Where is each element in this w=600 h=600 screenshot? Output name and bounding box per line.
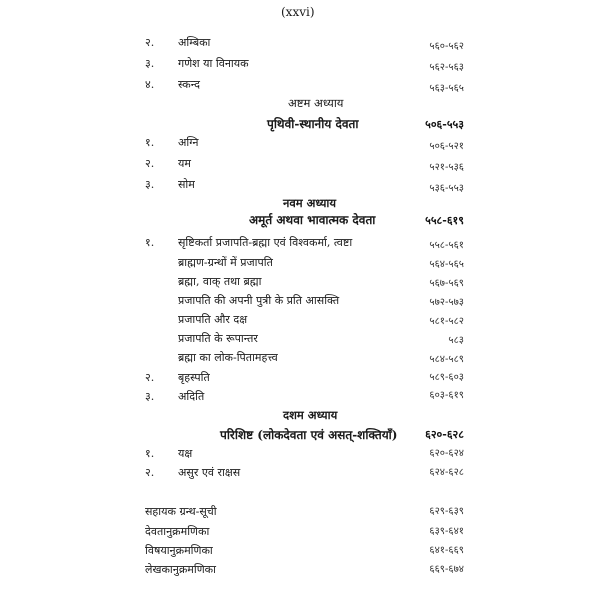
toc-subitem-label: प्रजापति और दक्ष — [178, 313, 248, 326]
toc-item-label: यम — [178, 157, 191, 170]
toc-item-label: अदिति — [178, 390, 205, 403]
toc-item-page: ५८४-५८९ — [429, 354, 464, 365]
toc-subitem-label: ब्रह्मा, वाक् तथा ब्रह्मा — [178, 275, 262, 288]
backmatter-page: ६३९-६४१ — [429, 526, 464, 537]
toc-item-page: ६२४-६२८ — [429, 467, 464, 478]
toc-item-label: सृष्टिकर्ता प्रजापति-ब्रह्मा एवं विश्वकर्मा, त्वष्टा — [178, 236, 353, 249]
toc-item-label: स्कन्द — [178, 78, 200, 91]
backmatter-page: ६६९-६७४ — [429, 564, 464, 575]
toc-item-page: ५६०-५६२ — [429, 41, 464, 52]
toc-item-page: ५२१-५३६ — [429, 162, 464, 173]
chapter-title: दशम अध्याय — [283, 408, 338, 422]
toc-item-page: ५८३ — [448, 335, 464, 346]
toc-item-number: ४. — [145, 78, 155, 91]
toc-item-number: ३. — [145, 57, 155, 70]
chapter-title: नवम अध्याय — [283, 196, 337, 210]
toc-item-number: ३. — [145, 390, 155, 403]
toc-item-page: ५५८-५६१ — [429, 240, 464, 251]
toc-item-page: ५०६-५२१ — [429, 141, 464, 152]
toc-item-label: अम्बिका — [178, 36, 211, 49]
toc-subitem-label: प्रजापति के रूपान्तर — [178, 332, 258, 345]
toc-item-page: ५६२-५६३ — [429, 62, 464, 73]
toc-item-page: ५३६-५५३ — [429, 183, 464, 194]
backmatter-label: सहायक ग्रन्थ-सूची — [145, 505, 217, 518]
toc-item-page: ५७२-५७३ — [429, 297, 464, 308]
section-heading: पृथिवी-स्थानीय देवता — [267, 117, 359, 131]
section-page-range: ५५८-६१९ — [425, 214, 464, 227]
toc-item-number: २. — [145, 466, 155, 479]
section-page-range: ६२०-६२८ — [425, 428, 464, 441]
toc-item-label: गणेश या विनायक — [178, 57, 249, 70]
backmatter-page: ६२९-६३९ — [429, 506, 464, 517]
toc-item-page: ५६३-५६५ — [429, 83, 464, 94]
toc-subitem-label: ब्रह्मा का लोक-पितामहत्त्व — [178, 351, 278, 364]
toc-item-page: ६२०-६२४ — [429, 448, 464, 459]
toc-item-number: १. — [145, 447, 155, 460]
toc-item-label: यक्ष — [178, 447, 193, 460]
toc-item-page: ५८१-५८२ — [429, 316, 464, 327]
section-page-range: ५०६-५५३ — [425, 118, 464, 131]
toc-item-label: असुर एवं राक्षस — [178, 466, 241, 479]
backmatter-label: विषयानुक्रमणिका — [145, 544, 213, 557]
toc-subitem-label: प्रजापति की अपनी पुत्री के प्रति आसक्ति — [178, 294, 340, 307]
section-heading: परिशिष्ट (लोकदेवता एवं असत्-शक्तियाँ) — [220, 428, 398, 442]
toc-item-number: २. — [145, 371, 155, 384]
toc-item-page: ५६७-५६९ — [429, 278, 464, 289]
toc-item-page: ६०३-६१९ — [429, 390, 464, 401]
toc-item-number: २. — [145, 36, 155, 49]
backmatter-label: लेखकानुक्रमणिका — [145, 563, 216, 576]
toc-item-page: ५८९-६०३ — [429, 372, 464, 383]
toc-item-label: अग्नि — [178, 136, 199, 149]
toc-item-number: ३. — [145, 178, 155, 191]
page-number: (xxvi) — [281, 5, 315, 19]
backmatter-page: ६४१-६६९ — [429, 545, 464, 556]
toc-subitem-label: ब्राह्मण-ग्रन्थों में प्रजापति — [178, 256, 273, 269]
toc-item-label: बृहस्पति — [178, 371, 210, 384]
backmatter-label: देवतानुक्रमणिका — [145, 525, 210, 538]
toc-item-label: सोम — [178, 178, 195, 191]
toc-item-number: १. — [145, 236, 155, 249]
toc-item-number: २. — [145, 157, 155, 170]
section-heading: अमूर्त अथवा भावात्मक देवता — [249, 213, 376, 227]
chapter-title: अष्टम अध्याय — [288, 96, 344, 110]
toc-item-page: ५६४-५६५ — [429, 259, 464, 270]
toc-item-number: १. — [145, 136, 155, 149]
